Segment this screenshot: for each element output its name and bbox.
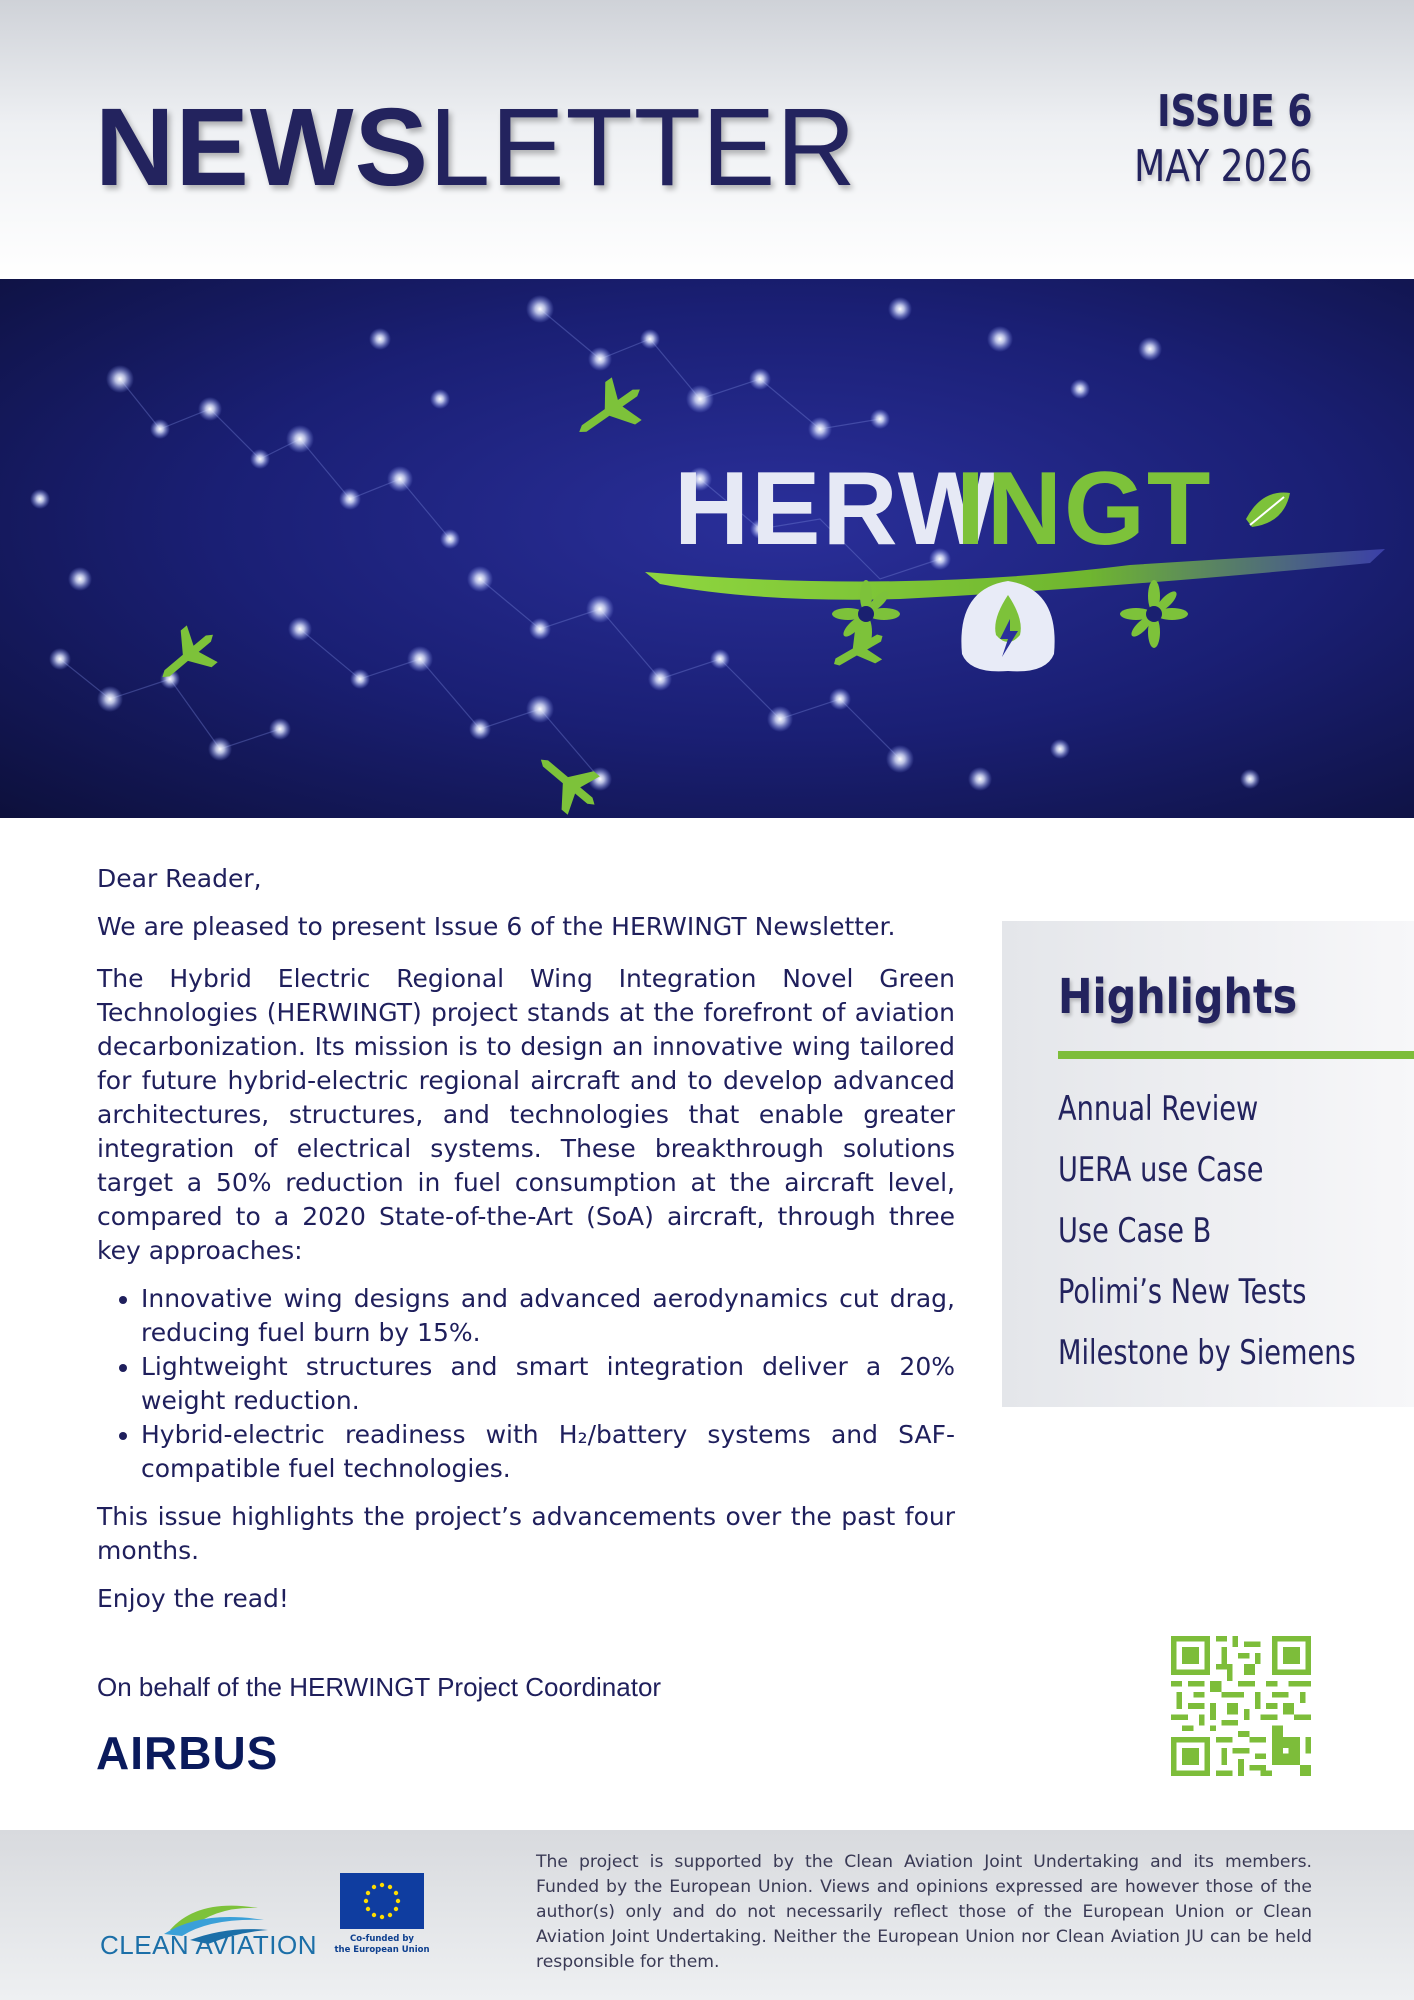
clean-aviation-wordmark: CLEAN AVIATION [100,1930,317,1960]
enjoy-text: Enjoy the read! [97,1584,289,1613]
intro-paragraph: We are pleased to present Issue 6 of the HERWINGT Newsletter. [97,912,896,941]
list-item: • Lightweight structures and smart integration deliver a 20% weight reduction. [141,1350,955,1418]
issue-number: ISSUE 6 [1156,86,1312,137]
highlight-item-uera-use-case[interactable]: UERA use Case [1058,1150,1264,1190]
title-regular-part: LETTER [429,86,857,209]
greeting: Dear Reader, [97,864,262,893]
highlights-title: Highlights [1058,969,1298,1025]
qr-code-icon[interactable] [1171,1636,1311,1776]
eu-cofunded-label [330,1934,434,1956]
issue-info [1095,86,1313,196]
banner-logo-left: HERW [674,451,998,567]
airbus-logo: AIRBUS [96,1727,279,1779]
editorial-letter [97,862,955,1630]
list-item: • Innovative wing designs and advanced aerodynamics cut drag, reducing fuel burn by 15%. [141,1282,955,1350]
eu-flag-icon [340,1873,424,1929]
highlights-list [1058,1079,1414,1384]
highlight-item-annual-review[interactable]: Annual Review [1058,1089,1259,1129]
list-item: • Hybrid-electric readiness with H₂/battery systems and SAF-compatible fuel technologies. [141,1418,955,1486]
closing-paragraph: This issue highlights the project’s advancements over the past four months. [97,1502,955,1565]
highlight-item-use-case-b[interactable]: Use Case B [1058,1211,1212,1251]
highlight-item-polimi-tests[interactable]: Polimi’s New Tests [1058,1272,1307,1312]
highlights-divider [1058,1051,1414,1059]
signature-text: On behalf of the HERWINGT Project Coordinator [97,1672,662,1702]
approaches-list [97,1282,955,1486]
eu-label-line-2: the European Union [334,1945,430,1955]
newsletter-title [95,88,857,208]
highlight-item-siemens-milestone[interactable]: Milestone by Siemens [1058,1333,1356,1373]
eu-label-line-1: Co-funded by [350,1934,414,1944]
newsletter-header [0,0,1414,279]
highlights-panel [1002,921,1414,1407]
hero-banner [0,279,1414,818]
body-paragraph: The Hybrid Electric Regional Wing Integration Novel Green Technologies (HERWINGT) project stands at the forefront of aviation decarbonization. Its mission is to design an innovative wing tailored for future hybrid-electric regional aircraft and to develop advanced architectures, structures, and technologies that enable greater integration of electrical systems. These breakthrough solutions target a 50% reduction in fuel consumption at the aircraft level, compared to a 2020 State-of-the-Art (SoA) aircraft, through three key approaches: [97,964,955,1265]
funding-disclaimer: The project is supported by the Clean Aviation Joint Undertaking and its members. Funded by the European Union. Views and opinions expressed are however those of the author(s) only and do not necessarily reflect those of the European Union or Clean Aviation Joint Undertaking. Neither the European Union nor Clean Aviation JU can be held responsible for them. [536,1852,1312,1972]
banner-logo-right: INGT [956,451,1213,567]
issue-date: MAY 2026 [1133,141,1312,192]
title-bold-part: NEWS [95,86,429,209]
